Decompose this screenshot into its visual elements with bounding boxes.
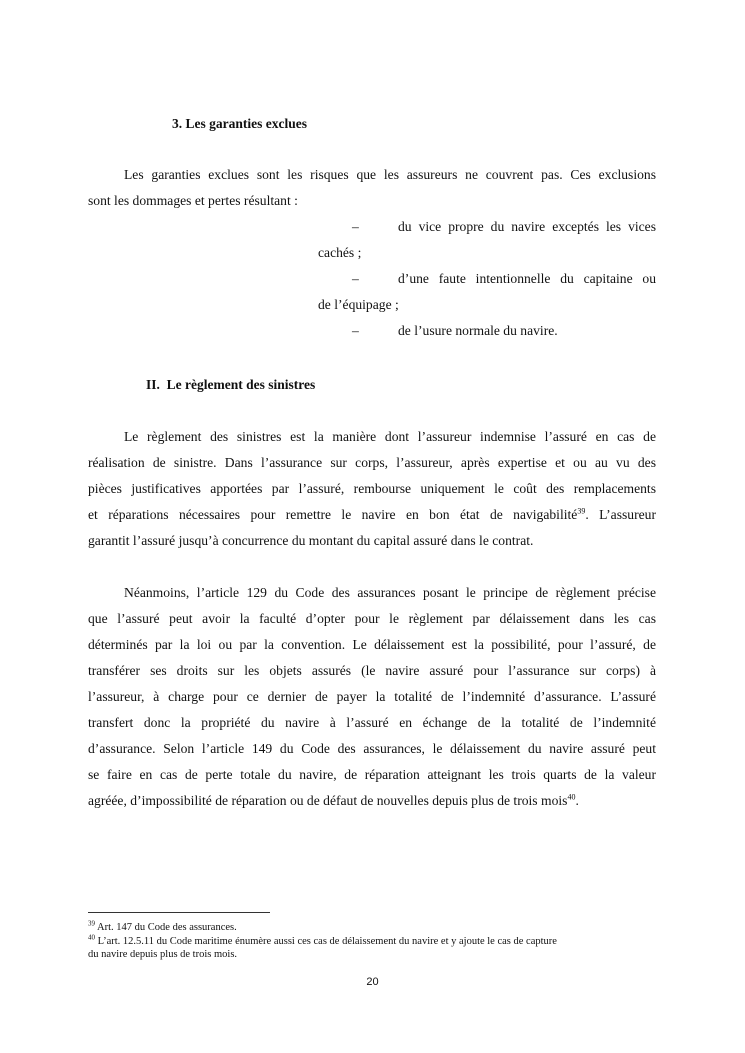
list-item-text-cont: de l’équipage ;: [318, 297, 399, 312]
line-text-after: . L’assureur: [585, 507, 656, 522]
line-text: et réparations nécessaires pour remettre le navire en bon état de navigabilité: [88, 507, 578, 522]
paragraph-line: Le règlement des sinistres est la manière dont l’assureur indemnise l’assuré en cas de: [124, 429, 656, 444]
list-item: [318, 318, 656, 344]
list-item-text-cont: cachés ;: [318, 245, 362, 260]
paragraph-line: transférer ses droits sur les objets assurés (le navire assuré pour l’assurance sur corps) à: [88, 663, 656, 678]
paragraph-line: Néanmoins, l’article 129 du Code des assurances posant le principe de règlement précise: [124, 585, 656, 600]
paragraph-line: réalisation de sinistre. Dans l’assurance sur corps, l’assureur, après expertise et ou au vu des: [88, 455, 656, 470]
paragraph-line: transfert donc la propriété du navire à l’assuré en échange de la totalité de l’indemnité: [88, 715, 656, 730]
paragraph-delaissement: [88, 580, 656, 814]
paragraph-line-with-ref: [88, 788, 656, 814]
section-II-title: Le règlement des sinistres: [166, 377, 316, 392]
paragraph-line: d’assurance. Selon l’article 149 du Code des assurances, le délaissement du navire assuré peut: [88, 741, 656, 756]
footnote-ref-40[interactable]: 40: [567, 792, 576, 802]
list-dash: –: [352, 323, 359, 338]
footnote-text: Art. 147 du Code des assurances.: [95, 922, 237, 933]
list-item-continuation: [318, 292, 656, 318]
paragraph-line: se faire en cas de perte totale du navire, de réparation atteignant les trois quarts de la valeur: [88, 767, 656, 782]
section-3-heading: [172, 116, 307, 132]
list-dash: –: [352, 219, 359, 234]
footnote-number: 40: [88, 933, 95, 942]
section-II-heading: [146, 377, 315, 393]
list-item-text: du vice propre du navire exceptés les vices: [398, 219, 656, 234]
paragraph-line: pièces justificatives apportées par l’assuré, rembourse uniquement le coût des remplacements: [88, 481, 656, 496]
footnote-39: [88, 921, 658, 934]
exclusions-list: [318, 214, 656, 344]
paragraph-reglement: [88, 424, 656, 554]
footnote-text: L’art. 12.5.11 du Code maritime énumère aussi ces cas de délaissement du navire et y ajoute le cas de capture: [95, 936, 557, 947]
paragraph-line: sont les dommages et pertes résultant :: [88, 193, 298, 208]
paragraph-line: l’assureur, à charge pour ce dernier de payer la totalité de l’indemnité d’assurance. L’assuré: [88, 689, 656, 704]
footnote-number: 39: [88, 919, 95, 928]
section-3-number: 3.: [172, 116, 183, 131]
list-item: [318, 214, 656, 240]
line-text-after: .: [575, 793, 579, 808]
list-item: [318, 266, 656, 292]
footnote-text-cont: du navire depuis plus de trois mois.: [88, 949, 238, 960]
list-item-text: d’une faute intentionnelle du capitaine ou: [398, 271, 656, 286]
footnote-separator: [88, 912, 270, 913]
footnote-40: [88, 935, 658, 961]
paragraph-exclusions: [88, 162, 656, 214]
line-text: agréée, d’impossibilité de réparation ou de défaut de nouvelles depuis plus de trois mois: [88, 793, 568, 808]
paragraph-line: déterminés par la loi ou par la convention. Le délaissement est la possibilité, pour l’assuré, de: [88, 637, 656, 652]
footnote-ref-39[interactable]: 39: [577, 506, 586, 516]
paragraph-line: garantit l’assuré jusqu’à concurrence du montant du capital assuré dans le contrat.: [88, 533, 534, 548]
paragraph-line-with-ref: [88, 502, 656, 528]
list-item-text: de l’usure normale du navire.: [398, 323, 558, 338]
section-II-number: II.: [146, 377, 160, 392]
paragraph-line: que l’assuré peut avoir la faculté d’opter pour le règlement par délaissement dans les cas: [88, 611, 656, 626]
page-number: 20: [366, 976, 379, 988]
section-3-title: Les garanties exclues: [185, 116, 307, 131]
list-item-continuation: [318, 240, 656, 266]
list-dash: –: [352, 271, 359, 286]
paragraph-line: Les garanties exclues sont les risques que les assureurs ne couvrent pas. Ces exclusions: [124, 167, 656, 182]
